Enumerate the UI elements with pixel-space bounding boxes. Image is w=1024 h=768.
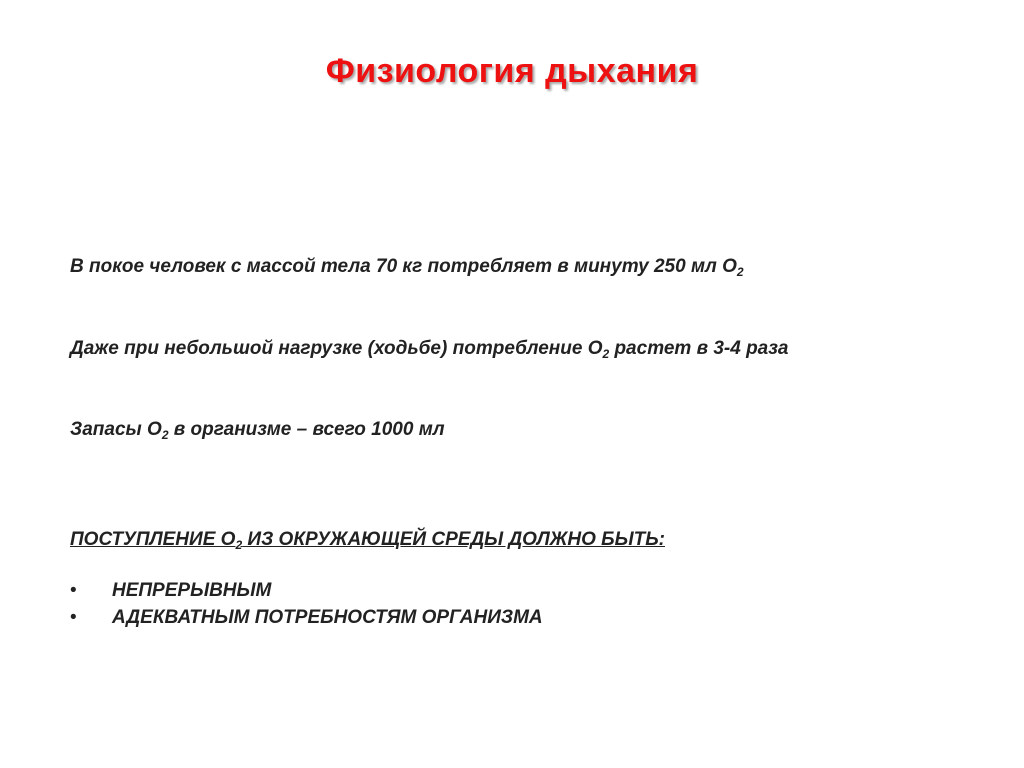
slide-title: Физиология дыхания	[325, 52, 699, 90]
fact-text-tail: в организме – всего 1000 мл	[168, 419, 445, 440]
fact-text-tail: растет в 3-4 раза	[609, 338, 789, 359]
fact-text: Даже при небольшой нагрузке (ходьбе) потребление О	[70, 338, 603, 359]
subscript: 2	[736, 265, 744, 279]
heading-text: ПОСТУПЛЕНИЕ О	[70, 529, 236, 550]
fact-text: В покое человек с массой тела 70 кг потребляет в минуту 250 мл О	[70, 256, 737, 277]
heading-text-tail: ИЗ ОКРУЖАЮЩЕЙ СРЕДЫ ДОЛЖНО БЫТЬ:	[242, 529, 665, 550]
fact-line-oxygen-reserves	[70, 419, 445, 441]
list-item-text: НЕПРЕРЫВНЫМ	[112, 580, 272, 601]
subscript: 2	[161, 428, 169, 442]
fact-text: Запасы О	[70, 419, 162, 440]
subscript: 2	[602, 347, 610, 361]
bullet-icon: •	[70, 580, 77, 601]
fact-line-rest-consumption	[70, 256, 744, 278]
fact-line-walking-consumption	[70, 338, 789, 360]
bullet-icon: •	[70, 607, 77, 628]
subscript: 2	[235, 538, 243, 552]
requirements-heading	[70, 529, 665, 551]
list-item-text: АДЕКВАТНЫМ ПОТРЕБНОСТЯМ ОРГАНИЗМА	[112, 607, 543, 628]
